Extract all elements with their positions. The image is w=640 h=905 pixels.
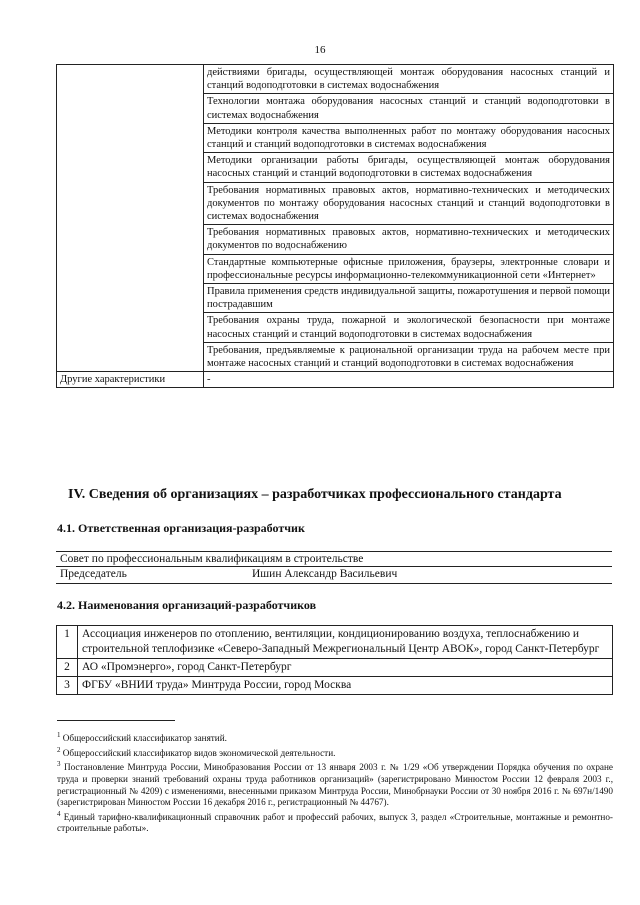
responsible-org-name: Совет по профессиональным квалификациям в строительстве [56, 551, 612, 567]
table-row [57, 626, 613, 659]
table-row [57, 372, 614, 388]
table-cell: Правила применения средств индивидуальной защиты, пожаротушения и первой помощи пострадавшим [204, 284, 614, 313]
footnotes [57, 730, 613, 835]
subsection-title-responsible: 4.1. Ответственная организация-разработчик [57, 521, 305, 535]
footnote [57, 745, 613, 760]
other-characteristics-value: - [204, 372, 614, 388]
table-row [57, 677, 613, 695]
footnote-divider [57, 720, 175, 721]
table-cell: Методики контроля качества выполненных работ по монтажу оборудования насосных станций и станций водоподготовки в системах водоснабжения [204, 123, 614, 152]
developers-table [56, 625, 613, 695]
footnote-text: Общероссийский классификатор занятий. [60, 733, 227, 744]
footnote-text: Единый тарифно-квалификационный справочник работ и профессий рабочих, выпуск 3, раздел «Строительные, монтажные и ремонтно-строительные работы». [57, 811, 613, 834]
chairman-row [56, 567, 612, 584]
table-cell: действиями бригады, осуществляющей монтаж оборудования насосных станций и станций водоподготовки в системах водоснабжения [204, 65, 614, 94]
table-cell: Стандартные компьютерные офисные приложения, браузеры, электронные словари и профессиональные ресурсы информационно-телекоммуникационной сети «Интернет» [204, 254, 614, 283]
table-cell: Требования нормативных правовых актов, нормативно-технических и методических документов по монтажу оборудования насосных станций и станций водоподготовки в системах водоснабжения [204, 182, 614, 225]
footnote-mark: 4 [57, 809, 61, 818]
footnote-mark: 3 [57, 760, 61, 769]
other-characteristics-label: Другие характеристики [57, 372, 204, 388]
section-title: IV. Сведения об организациях – разработчиках профессионального стандарта [68, 487, 562, 502]
table-cell: Методики организации работы бригады, осуществляющей монтаж оборудования насосных станций и станций водоподготовки в системах водоснабжения [204, 153, 614, 182]
table-cell: Требования охраны труда, пожарной и экологической безопасности при монтаже насосных станций и станций водоподготовки в системах водоснабжения [204, 313, 614, 342]
table-row [57, 659, 613, 677]
table-cell: Требования, предъявляемые к рациональной организации труда на рабочем месте при монтаже насосных станций и станций водоподготовки в системах водоснабжения [204, 342, 614, 371]
chairman-name: Ишин Александр Васильевич [252, 568, 398, 580]
table-row [57, 65, 614, 94]
org-name: АО «Промэнерго», город Санкт-Петербург [78, 659, 613, 677]
knowledge-table [56, 64, 614, 388]
org-name: ФГБУ «ВНИИ труда» Минтруда России, город Москва [78, 677, 613, 695]
org-number: 1 [57, 626, 78, 659]
footnote [57, 730, 613, 745]
footnote-text: Общероссийский классификатор видов экономической деятельности. [60, 747, 336, 758]
footnote [57, 809, 613, 835]
page-number: 16 [314, 44, 326, 56]
table-cell: Требования нормативных правовых актов, нормативно-технических и методических документов по водоснабжению [204, 225, 614, 254]
chairman-role: Председатель [60, 568, 127, 580]
table-left-cell [57, 65, 204, 372]
footnote-mark: 1 [57, 731, 61, 739]
responsible-org-block [56, 551, 612, 584]
org-number: 2 [57, 659, 78, 677]
footnote [57, 759, 613, 808]
footnote-text: Постановление Минтруда России, Минобразования России от 13 января 2003 г. № 1/29 «Об утверждении Порядка обучения по охране труда и проверки знаний требований охраны труда работников организаций» (зарегистрировано Минюстом России 12 февраля 2003 г., регистрационный № 4209) с изменениями, внесенными приказом Минтруда России, Минобрнауки России от 30 ноября 2016 г. № 697н/1490 (зарегистрирован Минюстом России 16 декабря 2016 г., регистрационный № 44767). [57, 762, 613, 808]
table-cell: Технологии монтажа оборудования насосных станций и станций водоподготовки в системах водоснабжения [204, 94, 614, 123]
footnote-mark: 2 [57, 745, 61, 754]
org-name: Ассоциация инженеров по отоплению, вентиляции, кондиционированию воздуха, теплоснабжению и строительной теплофизике «Северо-Западный Межрегиональный Центр АВОК», город Санкт-Петербург [78, 626, 613, 659]
subsection-title-developers: 4.2. Наименования организаций-разработчиков [57, 598, 317, 612]
org-number: 3 [57, 677, 78, 695]
